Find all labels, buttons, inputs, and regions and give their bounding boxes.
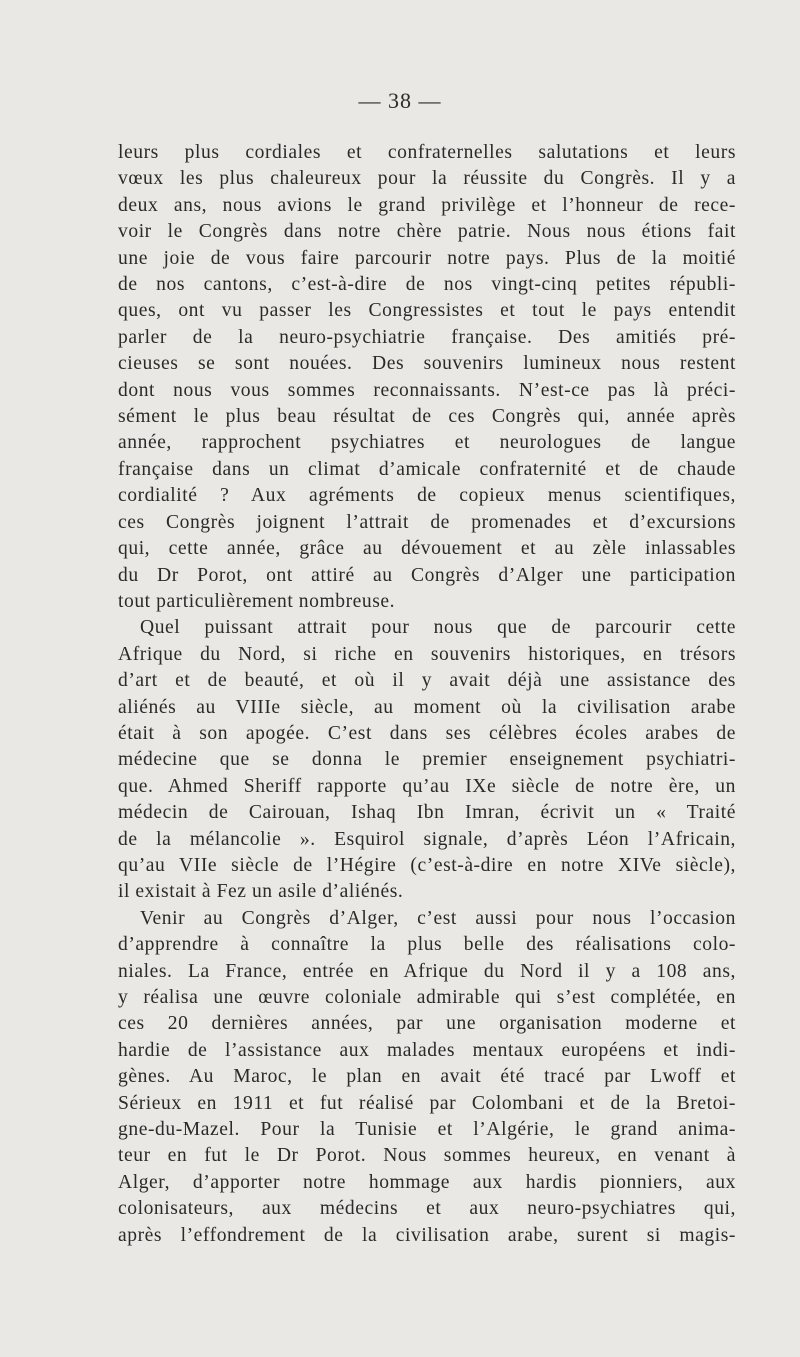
text-line: gne-du-Mazel. Pour la Tunisie et l’Algérie, le grand anima- bbox=[118, 1119, 736, 1141]
text-line: Afrique du Nord, si riche en souvenirs historiques, en trésors bbox=[118, 643, 736, 665]
text-line: aliénés au VIIIe siècle, au moment où la civilisation arabe bbox=[118, 696, 736, 718]
text-line: teur en fut le Dr Porot. Nous sommes heureux, en venant à bbox=[118, 1145, 736, 1167]
text-line: médecine que se donna le premier enseignement psychiatri- bbox=[118, 749, 736, 771]
text-line: ques, ont vu passer les Congressistes et tout le pays entendit bbox=[118, 300, 736, 322]
text-line: tout particulièrement nombreuse. bbox=[118, 590, 396, 612]
text-line: ces Congrès joignent l’attrait de promenades et d’excursions bbox=[118, 511, 736, 533]
text-line: colonisateurs, aux médecins et aux neuro-psychiatres qui, bbox=[118, 1198, 736, 1220]
text-line: sément le plus beau résultat de ces Congrès qui, année après bbox=[118, 406, 736, 428]
page-number: — 38 — bbox=[358, 88, 442, 113]
text-line: de nos cantons, c’est-à-dire de nos vingt-cinq petites républi- bbox=[118, 274, 736, 296]
text-line: qu’au VIIe siècle de l’Hégire (c’est-à-dire en notre XIVe siècle), bbox=[118, 854, 736, 876]
text-line: dont nous vous sommes reconnaissants. N’est-ce pas là préci- bbox=[118, 379, 736, 401]
text-line: médecin de Cairouan, Ishaq Ibn Imran, écrivit un « Traité bbox=[118, 802, 736, 824]
text-line: cordialité ? Aux agréments de copieux menus scientifiques, bbox=[118, 485, 736, 507]
text-line: du Dr Porot, ont attiré au Congrès d’Alger une participation bbox=[118, 564, 736, 586]
text-line: il existait à Fez un asile d’aliénés. bbox=[118, 881, 404, 903]
text-line: niales. La France, entrée en Afrique du Nord il y a 108 ans, bbox=[118, 960, 736, 982]
paragraph-first-line: Quel puissant attrait pour nous que de parcourir cette bbox=[140, 617, 736, 639]
text-line: après l’effondrement de la civilisation arabe, surent si magis- bbox=[118, 1224, 736, 1246]
text-line: Alger, d’apporter notre hommage aux hardis pionniers, aux bbox=[118, 1171, 736, 1193]
text-line: hardie de l’assistance aux malades mentaux européens et indi- bbox=[118, 1039, 736, 1061]
text-line: Sérieux en 1911 et fut réalisé par Colombani et de la Bretoi- bbox=[118, 1092, 736, 1114]
text-line: parler de la neuro-psychiatrie française. Des amitiés pré- bbox=[118, 326, 736, 348]
text-line: française dans un climat d’amicale confraternité et de chaude bbox=[118, 458, 736, 480]
text-line: y réalisa une œuvre coloniale admirable qui s’est complétée, en bbox=[118, 987, 736, 1008]
text-line: qui, cette année, grâce au dévouement et au zèle inlassables bbox=[118, 538, 736, 560]
text-line: deux ans, nous avions le grand privilège et l’honneur de rece- bbox=[118, 194, 736, 216]
text-line: gènes. Au Maroc, le plan en avait été tracé par Lwoff et bbox=[118, 1066, 736, 1088]
text-line: cieuses se sont nouées. Des souvenirs lumineux nous restent bbox=[118, 353, 736, 375]
body-text bbox=[118, 140, 736, 1249]
text-line: ces 20 dernières années, par une organisation moderne et bbox=[118, 1013, 736, 1035]
text-line: année, rapprochent psychiatres et neurologues de langue bbox=[118, 432, 736, 454]
text-line: vœux les plus chaleureux pour la réussite du Congrès. Il y a bbox=[118, 168, 736, 190]
text-line: que. Ahmed Sheriff rapporte qu’au IXe siècle de notre ère, un bbox=[118, 775, 736, 797]
text-line: était à son apogée. C’est dans ses célèbres écoles arabes de bbox=[118, 722, 736, 744]
paragraph-first-line: Venir au Congrès d’Alger, c’est aussi pour nous l’occasion bbox=[140, 907, 736, 929]
text-line: voir le Congrès dans notre chère patrie. Nous nous étions fait bbox=[118, 221, 736, 243]
text-line: de la mélancolie ». Esquirol signale, d’après Léon l’Africain, bbox=[118, 828, 736, 850]
text-line: d’apprendre à connaître la plus belle des réalisations colo- bbox=[118, 934, 736, 956]
text-line: une joie de vous faire parcourir notre pays. Plus de la moitié bbox=[118, 247, 736, 269]
text-line: leurs plus cordiales et confraternelles salutations et leurs bbox=[118, 142, 736, 163]
text-line: d’art et de beauté, et où il y avait déjà une assistance des bbox=[118, 670, 736, 692]
